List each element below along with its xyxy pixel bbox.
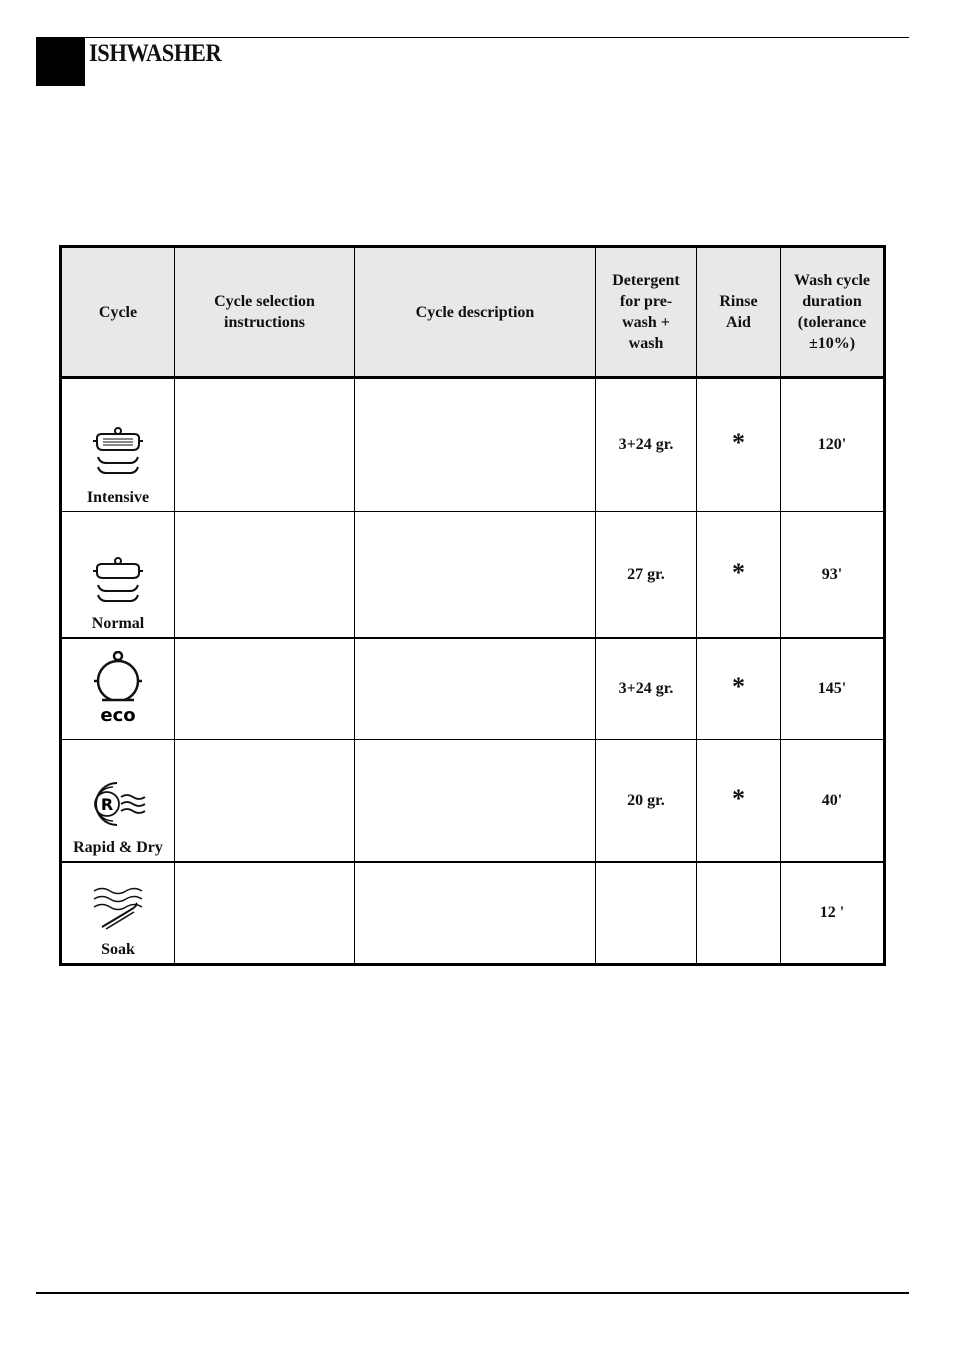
detergent-cell <box>596 862 697 965</box>
cycle-cell <box>61 740 175 863</box>
footer-rule <box>36 1292 909 1294</box>
table-row <box>61 378 885 512</box>
header-cycle-description: Cycle description <box>355 247 596 378</box>
header-black-block <box>36 38 85 86</box>
duration-cell: 93' <box>781 512 885 639</box>
header-rinse-aid: Rinse Aid <box>697 247 781 378</box>
cycle-cell <box>61 378 175 512</box>
rinse-aid-cell: * <box>697 638 781 740</box>
intensive-icon <box>88 427 148 481</box>
detergent-cell: 3+24 gr. <box>596 638 697 740</box>
description-cell <box>355 638 596 740</box>
selection-cell <box>175 378 355 512</box>
rinse-aid-cell <box>697 862 781 965</box>
duration-cell: 12 ' <box>781 862 885 965</box>
svg-text:R: R <box>100 795 114 814</box>
rinse-aid-cell: * <box>697 378 781 512</box>
table-row <box>61 512 885 639</box>
cycle-label: Soak <box>101 941 135 958</box>
cycle-cell <box>61 862 175 965</box>
header-rule <box>36 37 909 38</box>
page-title: ISHWASHER <box>89 40 222 67</box>
detergent-cell: 27 gr. <box>596 512 697 639</box>
detergent-cell: 20 gr. <box>596 740 697 863</box>
header-duration: Wash cycle duration (tolerance ±10%) <box>781 247 885 378</box>
cycle-label: Normal <box>91 615 145 632</box>
selection-cell <box>175 512 355 639</box>
rinse-aid-cell: * <box>697 512 781 639</box>
duration-cell: 120' <box>781 378 885 512</box>
header-cycle: Cycle <box>61 247 175 378</box>
table-row <box>61 862 885 965</box>
selection-cell <box>175 862 355 965</box>
description-cell <box>355 862 596 965</box>
header-detergent: Detergent for pre-wash + wash <box>596 247 697 378</box>
eco-icon <box>88 651 148 727</box>
description-cell <box>355 512 596 639</box>
detergent-cell: 3+24 gr. <box>596 378 697 512</box>
description-cell <box>355 378 596 512</box>
header-selection-instructions: Cycle selection instructions <box>175 247 355 378</box>
table-row <box>61 638 885 740</box>
soak-icon <box>88 883 148 933</box>
cycle-label: Intensive <box>86 489 150 506</box>
selection-cell <box>175 638 355 740</box>
table-row <box>61 740 885 863</box>
cycle-cell <box>61 638 175 740</box>
rapid-dry-icon <box>83 777 153 831</box>
normal-icon <box>88 557 148 607</box>
duration-cell: 40' <box>781 740 885 863</box>
wash-cycles-table <box>59 245 886 966</box>
duration-cell: 145' <box>781 638 885 740</box>
table-header-row <box>61 247 885 378</box>
cycle-label: Rapid & Dry <box>73 839 163 856</box>
svg-text:eco: eco <box>100 705 136 726</box>
rinse-aid-cell: * <box>697 740 781 863</box>
description-cell <box>355 740 596 863</box>
cycle-cell <box>61 512 175 639</box>
selection-cell <box>175 740 355 863</box>
